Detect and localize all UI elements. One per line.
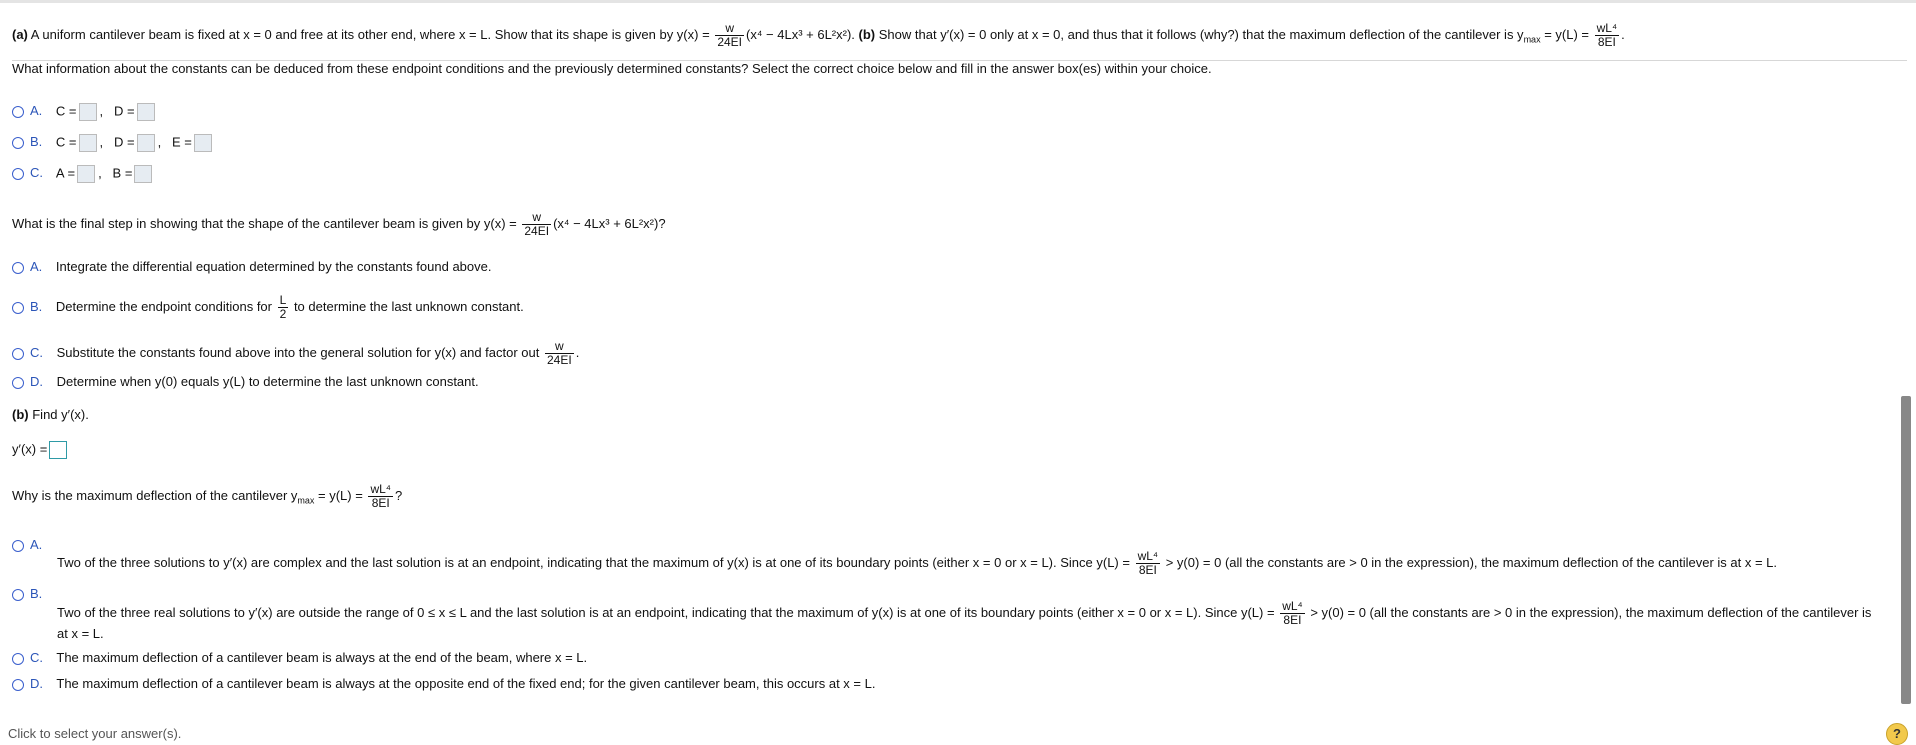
radio-button[interactable] (12, 589, 24, 601)
option-text: The maximum deflection of a cantilever beam is always at the end of the beam, where x = L. (56, 650, 588, 665)
radio-button[interactable] (12, 168, 24, 180)
answer-box-A[interactable] (77, 165, 95, 183)
answer-box-D[interactable] (137, 103, 155, 121)
part-b-label: (b) (858, 26, 876, 42)
q2-option-b[interactable] (12, 294, 524, 321)
option-text: Two of the three real solutions to y′(x) are outside the range of 0 ≤ x ≤ L and the last solution is at an endpoint, indicating that the maximum of y(x) is at one of its boundary points (either x = 0 or x = L). Since y(L) = (57, 604, 1275, 620)
q1-option-a[interactable]: A. C = , D = (12, 103, 158, 121)
fraction-w-over-24EI: $\frac{w}{24EI}$ (524, 210, 550, 238)
field-label: A = (55, 165, 76, 181)
option-text: The maximum deflection of a cantilever beam is always at the opposite end of the fixed end; for the given cantilever beam, this occurs at x = L. (56, 676, 876, 691)
option-text: to determine the last unknown constant. (293, 298, 524, 314)
option-letter: A. (30, 103, 43, 119)
equals-yL: = y(L) = (1540, 26, 1589, 42)
radio-button[interactable] (12, 302, 24, 314)
q4-prompt (12, 483, 402, 510)
option-text: Determine when y(0) equals y(L) to determine the last unknown constant. (56, 374, 479, 389)
option-letter: A. (30, 259, 43, 274)
q1-prompt: What information about the constants can be deduced from these endpoint conditions and the previously determined constants? Select the correct choice below and fill in the answer box(es) within your choice. (12, 61, 1212, 76)
footer-instruction: Click to select your answer(s). (8, 726, 182, 741)
option-letter: A. (30, 537, 43, 552)
option-letter: B. (30, 586, 43, 601)
help-icon[interactable]: ? (1886, 723, 1908, 745)
q3-prompt (12, 407, 89, 423)
radio-button[interactable] (12, 540, 24, 552)
answer-box-yprime[interactable] (49, 441, 67, 459)
option-text: Substitute the constants found above into the general solution for y(x) and factor out (56, 344, 540, 360)
radio-button[interactable] (12, 348, 24, 360)
fraction-L-over-2: $\frac{L}{2}$ (279, 293, 287, 321)
q4-prompt-text: Why is the maximum deflection of the cantilever y (12, 487, 298, 503)
option-letter: B. (30, 134, 43, 150)
q4-option-a[interactable] (57, 550, 1777, 577)
q3-text: Find y′(x). (32, 407, 89, 422)
q1-option-b[interactable]: B. C = , D = , E = (12, 134, 215, 152)
question-mark: ? (394, 487, 403, 503)
subscript-max: max (1523, 34, 1541, 45)
option-letter: C. (30, 165, 43, 181)
q4-option-c[interactable] (12, 650, 587, 666)
option-text: Integrate the differential equation determined by the constants found above. (55, 259, 492, 274)
option-letter: B. (30, 298, 43, 314)
q1-option-c[interactable]: C. A = , B = (12, 165, 155, 183)
q4-option-b[interactable] (57, 600, 1871, 627)
field-label: D = (113, 134, 135, 150)
radio-button[interactable] (12, 137, 24, 149)
q4-option-a-radio[interactable] (12, 537, 52, 553)
field-label: E = (172, 134, 192, 150)
radio-button[interactable] (12, 679, 24, 691)
radio-button[interactable] (12, 377, 24, 389)
q2-prompt-poly: (x⁴ − 4Lx³ + 6L²x²)? (553, 215, 666, 231)
radio-button[interactable] (12, 653, 24, 665)
field-label: C = (55, 134, 77, 150)
radio-button[interactable] (12, 106, 24, 118)
radio-button[interactable] (12, 262, 24, 274)
q4-option-b-radio[interactable] (12, 586, 52, 602)
answer-box-B[interactable] (134, 165, 152, 183)
q2-prompt-text: What is the final step in showing that the shape of the cantilever beam is given by y(x) = (12, 215, 517, 231)
answer-box-E[interactable] (194, 134, 212, 152)
option-letter: D. (30, 676, 43, 691)
subscript-max: max (297, 495, 315, 506)
vertical-scrollbar[interactable] (1901, 396, 1911, 704)
q2-option-a[interactable] (12, 259, 492, 275)
option-text: > y(0) = 0 (all the constants are > 0 in the expression), the maximum deflection of the cantilever is (1310, 604, 1872, 620)
fraction-wL4-over-8EI: $\frac{\text{wL⁴}}{8EI}$ (1137, 549, 1159, 577)
fraction-wL4-over-8EI: $\frac{\text{wL⁴}}{8EI}$ (1282, 599, 1303, 627)
field-label: C = (55, 103, 77, 119)
field-label: B = (112, 165, 133, 181)
option-letter: C. (30, 344, 43, 360)
option-text: > y(0) = 0 (all the constants are > 0 in the expression), the maximum deflection of the cantilever is at x = L. (1165, 554, 1778, 570)
answer-box-C[interactable] (79, 134, 97, 152)
q3-answer (12, 441, 70, 459)
answer-box-C[interactable] (79, 103, 97, 121)
q2-prompt (12, 211, 666, 238)
top-border (0, 0, 1916, 3)
part-a-label: (a) (12, 26, 28, 42)
option-letter: C. (30, 650, 43, 665)
q4-option-b-line2: at x = L. (57, 626, 104, 641)
option-text: . (575, 344, 580, 360)
polynomial: (x⁴ − 4Lx³ + 6L²x²). (746, 26, 855, 42)
q4-option-d[interactable] (12, 676, 875, 692)
part-b-text: Show that y′(x) = 0 only at x = 0, and thus that it follows (why?) that the maximum deflection of the cantilever is y (878, 26, 1524, 42)
q2-option-c[interactable] (12, 340, 579, 367)
answer-box-D[interactable] (137, 134, 155, 152)
q2-option-d[interactable] (12, 374, 479, 390)
part-b-label: (b) (12, 407, 29, 422)
fraction-w-over-24EI: $\frac{w}{24EI}$ (547, 339, 572, 367)
fraction-wL4-over-8EI: $\frac{\text{wL⁴}}{8EI}$ (1596, 21, 1618, 49)
option-letter: D. (30, 374, 43, 389)
answer-label: y′(x) = (12, 441, 48, 457)
fraction-w-over-24EI: $\frac{w}{24EI}$ (717, 21, 742, 49)
problem-statement (12, 22, 1625, 49)
q4-prompt-eq: = y(L) = (314, 487, 363, 503)
option-text: Determine the endpoint conditions for (55, 298, 272, 314)
fraction-wL4-over-8EI: $\frac{\text{wL⁴}}{8EI}$ (370, 482, 391, 510)
part-a-text: A uniform cantilever beam is fixed at x = 0 and free at its other end, where x = L. Show that its shape is given by y(x) = (30, 26, 710, 42)
option-text: Two of the three solutions to y′(x) are complex and the last solution is at an endpoint, indicating that the maximum of y(x) is at one of its boundary points (either x = 0 or x = L). Since y(L) = (57, 554, 1130, 570)
field-label: D = (113, 103, 135, 119)
period: . (1621, 26, 1625, 42)
